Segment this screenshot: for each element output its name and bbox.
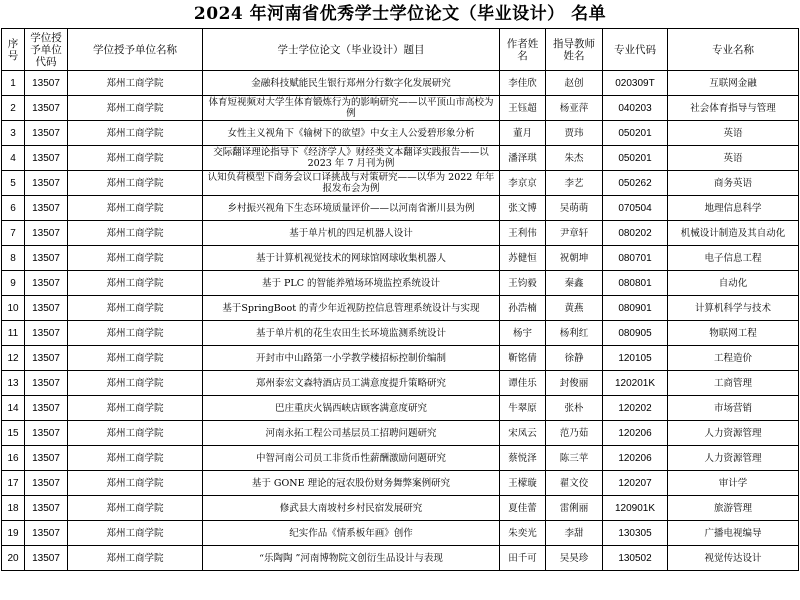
row-major-code: 080801 <box>603 271 668 296</box>
row-unit-code: 13507 <box>25 96 68 121</box>
row-author: 王利伟 <box>500 221 546 246</box>
header-author: 作者姓名 <box>500 29 546 71</box>
row-major-name: 英语 <box>668 146 799 171</box>
row-unit-name: 郑州工商学院 <box>68 546 203 571</box>
row-author: 朱奕光 <box>500 521 546 546</box>
row-unit-name: 郑州工商学院 <box>68 121 203 146</box>
row-unit-name: 郑州工商学院 <box>68 321 203 346</box>
row-index: 6 <box>2 196 25 221</box>
row-thesis: 基于SpringBoot 的青少年近视防控信息管理系统设计与实现 <box>203 296 500 321</box>
row-unit-code: 13507 <box>25 471 68 496</box>
row-unit-code: 13507 <box>25 246 68 271</box>
row-author: 王钰超 <box>500 96 546 121</box>
row-unit-code: 13507 <box>25 346 68 371</box>
row-unit-name: 郑州工商学院 <box>68 271 203 296</box>
row-major-code: 120206 <box>603 446 668 471</box>
row-advisor: 李艺 <box>546 171 603 196</box>
row-unit-code: 13507 <box>25 71 68 96</box>
row-author: 宋凤云 <box>500 421 546 446</box>
row-advisor: 朱杰 <box>546 146 603 171</box>
table-row <box>2 221 799 246</box>
row-author: 王钧毅 <box>500 271 546 296</box>
row-major-name: 物联网工程 <box>668 321 799 346</box>
row-thesis: 基于 GONE 理论的冠农股份财务舞弊案例研究 <box>203 471 500 496</box>
row-unit-code: 13507 <box>25 396 68 421</box>
row-index: 17 <box>2 471 25 496</box>
row-index: 16 <box>2 446 25 471</box>
row-unit-code: 13507 <box>25 171 68 196</box>
row-index: 9 <box>2 271 25 296</box>
row-thesis: 体育短视频对大学生体育锻炼行为的影响研究——以平顶山市高校为例 <box>203 96 500 121</box>
row-advisor: 贾玮 <box>546 121 603 146</box>
row-major-name: 地理信息科学 <box>668 196 799 221</box>
row-thesis: “乐陶陶 ”河南博物院文创衍生品设计与表现 <box>203 546 500 571</box>
row-major-code: 080202 <box>603 221 668 246</box>
row-unit-name: 郑州工商学院 <box>68 396 203 421</box>
header-thesis: 学士学位论文（毕业设计）题目 <box>203 29 500 71</box>
row-unit-name: 郑州工商学院 <box>68 496 203 521</box>
row-thesis: 乡村振兴视角下生态环境质量评价——以河南省淅川县为例 <box>203 196 500 221</box>
row-major-name: 英语 <box>668 121 799 146</box>
row-index: 15 <box>2 421 25 446</box>
row-advisor: 张朴 <box>546 396 603 421</box>
row-author: 蔡悦泽 <box>500 446 546 471</box>
row-major-name: 机械设计制造及其自动化 <box>668 221 799 246</box>
row-unit-name: 郑州工商学院 <box>68 296 203 321</box>
table-row <box>2 271 799 296</box>
header-unit-code: 学位授予单位代码 <box>25 29 68 71</box>
row-advisor: 杨利红 <box>546 321 603 346</box>
row-author: 李京京 <box>500 171 546 196</box>
table-row <box>2 446 799 471</box>
table-row <box>2 546 799 571</box>
row-author: 董月 <box>500 121 546 146</box>
row-major-name: 市场营销 <box>668 396 799 421</box>
row-thesis: 基于单片机的花生农田生长环境监测系统设计 <box>203 321 500 346</box>
row-major-name: 工程造价 <box>668 346 799 371</box>
row-major-code: 040203 <box>603 96 668 121</box>
row-major-code: 130502 <box>603 546 668 571</box>
row-author: 潘泽琪 <box>500 146 546 171</box>
row-unit-name: 郑州工商学院 <box>68 96 203 121</box>
row-unit-code: 13507 <box>25 321 68 346</box>
row-major-code: 080901 <box>603 296 668 321</box>
table-row <box>2 171 799 196</box>
row-major-name: 旅游管理 <box>668 496 799 521</box>
row-advisor: 赵创 <box>546 71 603 96</box>
row-major-code: 020309T <box>603 71 668 96</box>
row-thesis: 基于 PLC 的智能养殖场环境监控系统设计 <box>203 271 500 296</box>
row-advisor: 李甜 <box>546 521 603 546</box>
row-advisor: 秦鑫 <box>546 271 603 296</box>
row-advisor: 黄燕 <box>546 296 603 321</box>
row-unit-name: 郑州工商学院 <box>68 346 203 371</box>
row-unit-code: 13507 <box>25 196 68 221</box>
header-advisor: 指导教师姓名 <box>546 29 603 71</box>
table-row <box>2 196 799 221</box>
row-major-name: 商务英语 <box>668 171 799 196</box>
row-unit-name: 郑州工商学院 <box>68 146 203 171</box>
row-author: 田千可 <box>500 546 546 571</box>
row-author: 靳铭倩 <box>500 346 546 371</box>
row-major-code: 120202 <box>603 396 668 421</box>
table-row <box>2 121 799 146</box>
row-advisor: 吴昊珍 <box>546 546 603 571</box>
row-index: 14 <box>2 396 25 421</box>
row-thesis: 认知负荷模型下商务会议口译挑战与对策研究——以华为 2022 年年报发布会为例 <box>203 171 500 196</box>
row-unit-code: 13507 <box>25 121 68 146</box>
row-advisor: 吴萌萌 <box>546 196 603 221</box>
row-author: 王檬璇 <box>500 471 546 496</box>
table-row <box>2 371 799 396</box>
row-major-name: 自动化 <box>668 271 799 296</box>
row-index: 18 <box>2 496 25 521</box>
row-major-name: 视觉传达设计 <box>668 546 799 571</box>
row-unit-name: 郑州工商学院 <box>68 171 203 196</box>
row-major-code: 070504 <box>603 196 668 221</box>
row-unit-name: 郑州工商学院 <box>68 421 203 446</box>
row-unit-name: 郑州工商学院 <box>68 521 203 546</box>
table-header-row <box>2 29 799 71</box>
row-index: 1 <box>2 71 25 96</box>
row-advisor: 封俊丽 <box>546 371 603 396</box>
row-major-code: 120207 <box>603 471 668 496</box>
row-author: 苏健恒 <box>500 246 546 271</box>
document-title: 2024 年河南省优秀学士学位论文（毕业设计） 名单 <box>193 4 607 24</box>
row-unit-code: 13507 <box>25 371 68 396</box>
row-author: 张文博 <box>500 196 546 221</box>
row-major-code: 050201 <box>603 121 668 146</box>
row-index: 19 <box>2 521 25 546</box>
table-row <box>2 421 799 446</box>
row-unit-code: 13507 <box>25 221 68 246</box>
row-unit-code: 13507 <box>25 296 68 321</box>
row-major-name: 电子信息工程 <box>668 246 799 271</box>
row-index: 4 <box>2 146 25 171</box>
row-major-code: 120901K <box>603 496 668 521</box>
row-author: 李佳欣 <box>500 71 546 96</box>
row-unit-code: 13507 <box>25 446 68 471</box>
table-row <box>2 96 799 121</box>
row-advisor: 陈三苹 <box>546 446 603 471</box>
table-row <box>2 246 799 271</box>
row-index: 3 <box>2 121 25 146</box>
table-row <box>2 71 799 96</box>
row-major-name: 计算机科学与技术 <box>668 296 799 321</box>
row-unit-name: 郑州工商学院 <box>68 246 203 271</box>
row-major-code: 130305 <box>603 521 668 546</box>
row-index: 5 <box>2 171 25 196</box>
row-unit-code: 13507 <box>25 421 68 446</box>
row-advisor: 徐静 <box>546 346 603 371</box>
row-index: 10 <box>2 296 25 321</box>
row-advisor: 祝朝坤 <box>546 246 603 271</box>
row-thesis: 郑州泰宏文森特酒店员工满意度提升策略研究 <box>203 371 500 396</box>
row-unit-code: 13507 <box>25 546 68 571</box>
row-major-name: 广播电视编导 <box>668 521 799 546</box>
row-unit-code: 13507 <box>25 271 68 296</box>
row-thesis: 纪实作品《情系板年画》创作 <box>203 521 500 546</box>
awards-table <box>1 28 799 571</box>
header-index: 序号 <box>2 29 25 71</box>
table-row <box>2 346 799 371</box>
table-row <box>2 396 799 421</box>
row-unit-name: 郑州工商学院 <box>68 446 203 471</box>
row-index: 11 <box>2 321 25 346</box>
row-advisor: 尹章轩 <box>546 221 603 246</box>
row-thesis: 修武县大南坡村乡村民宿发展研究 <box>203 496 500 521</box>
row-thesis: 基于计算机视觉技术的网球馆网球收集机器人 <box>203 246 500 271</box>
row-major-code: 080701 <box>603 246 668 271</box>
row-unit-code: 13507 <box>25 496 68 521</box>
row-thesis: 中智河南公司员工非货币性薪酬激励问题研究 <box>203 446 500 471</box>
row-major-name: 人力资源管理 <box>668 446 799 471</box>
row-author: 杨宇 <box>500 321 546 346</box>
row-major-name: 互联网金融 <box>668 71 799 96</box>
row-major-name: 社会体育指导与管理 <box>668 96 799 121</box>
row-major-code: 120105 <box>603 346 668 371</box>
row-advisor: 范乃茹 <box>546 421 603 446</box>
row-index: 20 <box>2 546 25 571</box>
row-unit-code: 13507 <box>25 521 68 546</box>
row-thesis: 巴庄重庆火锅西峡店顾客满意度研究 <box>203 396 500 421</box>
row-major-name: 人力资源管理 <box>668 421 799 446</box>
row-index: 2 <box>2 96 25 121</box>
row-index: 7 <box>2 221 25 246</box>
row-index: 13 <box>2 371 25 396</box>
row-major-code: 120201K <box>603 371 668 396</box>
row-major-name: 工商管理 <box>668 371 799 396</box>
row-advisor: 杨亚萍 <box>546 96 603 121</box>
row-thesis: 女性主义视角下《输树下的欲望》中女主人公爱碧形象分析 <box>203 121 500 146</box>
header-major-name: 专业名称 <box>668 29 799 71</box>
row-unit-name: 郑州工商学院 <box>68 371 203 396</box>
row-index: 8 <box>2 246 25 271</box>
table-row <box>2 296 799 321</box>
row-major-code: 050201 <box>603 146 668 171</box>
row-unit-name: 郑州工商学院 <box>68 71 203 96</box>
row-author: 牛翠原 <box>500 396 546 421</box>
table-row <box>2 321 799 346</box>
table-body <box>2 71 799 571</box>
row-unit-name: 郑州工商学院 <box>68 471 203 496</box>
row-thesis: 开封市中山路第一小学教学楼招标控制价编制 <box>203 346 500 371</box>
row-thesis: 金融科技赋能民生银行郑州分行数字化发展研究 <box>203 71 500 96</box>
row-major-code: 120206 <box>603 421 668 446</box>
row-major-code: 050262 <box>603 171 668 196</box>
row-author: 孙浩楠 <box>500 296 546 321</box>
row-unit-code: 13507 <box>25 146 68 171</box>
table-row <box>2 496 799 521</box>
row-author: 谭佳乐 <box>500 371 546 396</box>
row-thesis: 基于单片机的四足机器人设计 <box>203 221 500 246</box>
table-row <box>2 521 799 546</box>
row-thesis: 河南永拓工程公司基层员工招聘问题研究 <box>203 421 500 446</box>
row-advisor: 翟文佼 <box>546 471 603 496</box>
row-index: 12 <box>2 346 25 371</box>
row-unit-name: 郑州工商学院 <box>68 196 203 221</box>
row-advisor: 雷俐丽 <box>546 496 603 521</box>
table-row <box>2 146 799 171</box>
header-major-code: 专业代码 <box>603 29 668 71</box>
row-thesis: 交际翻译理论指导下《经济学人》财经类文本翻译实践报告——以 2023 年 7 月刊为例 <box>203 146 500 171</box>
row-major-code: 080905 <box>603 321 668 346</box>
row-unit-name: 郑州工商学院 <box>68 221 203 246</box>
row-author: 夏佳蕾 <box>500 496 546 521</box>
header-unit-name: 学位授予单位名称 <box>68 29 203 71</box>
row-major-name: 审计学 <box>668 471 799 496</box>
table-row <box>2 471 799 496</box>
